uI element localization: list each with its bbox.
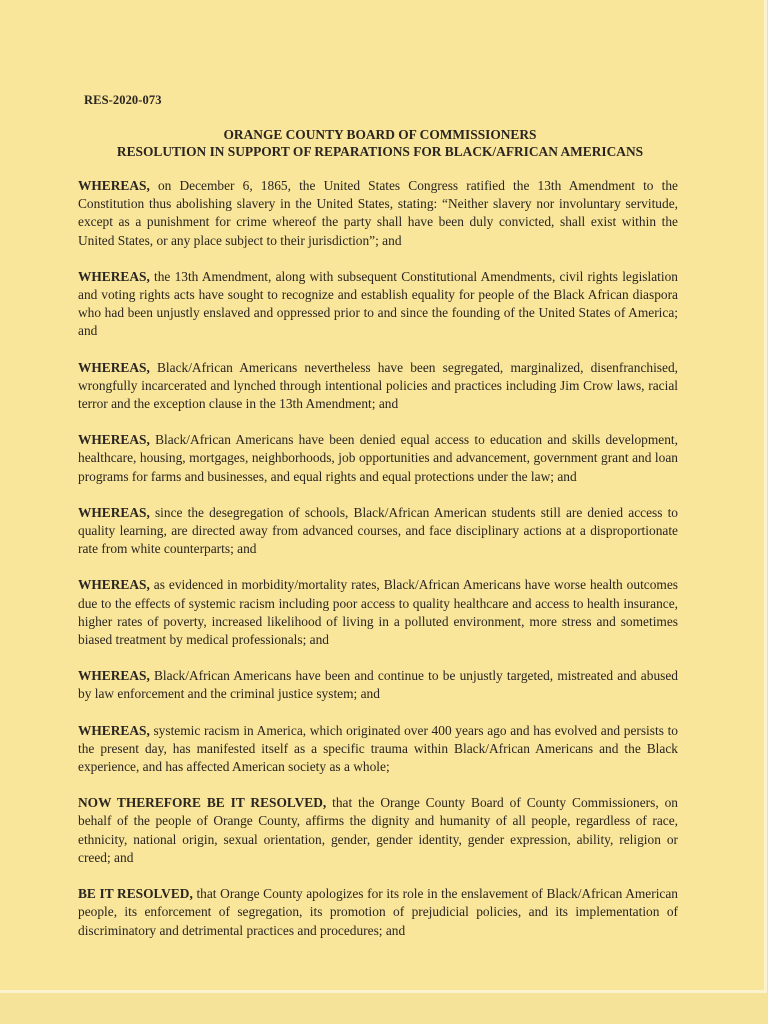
- whereas-paragraph: [78, 177, 678, 250]
- paragraph-lead: WHEREAS,: [78, 577, 150, 593]
- paragraph-text: Black/African Americans have been and continue to be unjustly targeted, mistreated and abused by law enforcement and the criminal justice system; and: [78, 668, 678, 702]
- page-bottom-edge: [0, 993, 768, 1024]
- whereas-paragraph: [78, 431, 678, 486]
- whereas-paragraph: [78, 722, 678, 777]
- whereas-paragraph: [78, 667, 678, 703]
- paragraph-text: as evidenced in morbidity/mortality rates, Black/African Americans have worse health outcomes due to the effects of systemic racism including poor access to quality healthcare and access to health insurance, higher rates of poverty, increased likelihood of living in a polluted environment, more stress and sometimes biased treatment by medical professionals; and: [78, 577, 678, 648]
- resolved-paragraph: [78, 794, 678, 867]
- whereas-paragraph: [78, 576, 678, 649]
- whereas-paragraph: [78, 359, 678, 414]
- title-board: ORANGE COUNTY BOARD OF COMMISSIONERS: [223, 127, 537, 142]
- paragraph-text: systemic racism in America, which originated over 400 years ago and has evolved and persists to the present day, has manifested itself as a specific trauma within Black/African Americans and the Black experience, and has affected American society as a whole;: [78, 722, 678, 775]
- paragraph-lead: WHEREAS,: [78, 432, 150, 448]
- whereas-paragraph: [78, 504, 678, 559]
- resolution-body: [78, 177, 678, 940]
- paragraph-lead: WHEREAS,: [78, 668, 150, 684]
- paragraph-lead: NOW THEREFORE BE IT RESOLVED,: [78, 795, 327, 811]
- paragraph-text: that the Orange County Board of County Commissioners, on behalf of the people of Orange County, affirms the dignity and humanity of all people, regardless of race, ethnicity, national origin, sexual orientation, gender, gender identity, gender expression, ability, religion or creed; and: [78, 795, 678, 865]
- resolution-number: RES-2020-073: [84, 93, 162, 107]
- paragraph-lead: BE IT RESOLVED,: [78, 886, 193, 902]
- paragraph-text: Black/African Americans have been denied equal access to education and skills development, healthcare, housing, mortgages, neighborhoods, job opportunities and advancement, government grant and loan programs for farms and businesses, and equal rights and equal protections under the law; and: [78, 432, 678, 484]
- paragraph-text: on December 6, 1865, the United States Congress ratified the 13th Amendment to the Constitution thus abolishing slavery in the United States, stating: “Neither slavery nor involuntary servitude, except as a punishment for crime whereof the party shall have been duly convicted, shall exist within the United States, or any place subject to their jurisdiction”; and: [78, 178, 678, 248]
- paragraph-lead: WHEREAS,: [78, 268, 150, 284]
- whereas-paragraph: [78, 268, 678, 341]
- paragraph-text: Black/African Americans nevertheless have been segregated, marginalized, disenfranchised, wrongfully incarcerated and lynched through intentional policies and practices including Jim Crow laws, racial terror and the exception clause in the 13th Amendment; and: [78, 359, 678, 412]
- resolved-paragraph: [78, 885, 678, 940]
- paragraph-lead: WHEREAS,: [78, 504, 150, 520]
- paragraph-text: that Orange County apologizes for its role in the enslavement of Black/African American people, its enforcement of segregation, its promotion of prejudicial policies, and its implementation of discriminatory and detrimental practices and procedures; and: [78, 886, 678, 938]
- title-resolution: RESOLUTION IN SUPPORT OF REPARATIONS FOR BLACK/AFRICAN AMERICANS: [116, 144, 644, 159]
- paragraph-lead: WHEREAS,: [78, 178, 150, 193]
- document-title: [80, 126, 680, 160]
- paragraph-text: since the desegregation of schools, Black/African American students still are denied access to quality learning, are directed away from advanced courses, and face disciplinary actions at a disproportionate rate from white counterparts; and: [78, 504, 678, 557]
- paragraph-lead: WHEREAS,: [78, 359, 150, 375]
- paragraph-lead: WHEREAS,: [78, 722, 150, 738]
- paragraph-text: the 13th Amendment, along with subsequent Constitutional Amendments, civil rights legislation and voting rights acts have sought to recognize and establish equality for people of the Black African diaspora who had been unjustly enslaved and oppressed prior to and since the founding of the United States of America; and: [78, 268, 678, 339]
